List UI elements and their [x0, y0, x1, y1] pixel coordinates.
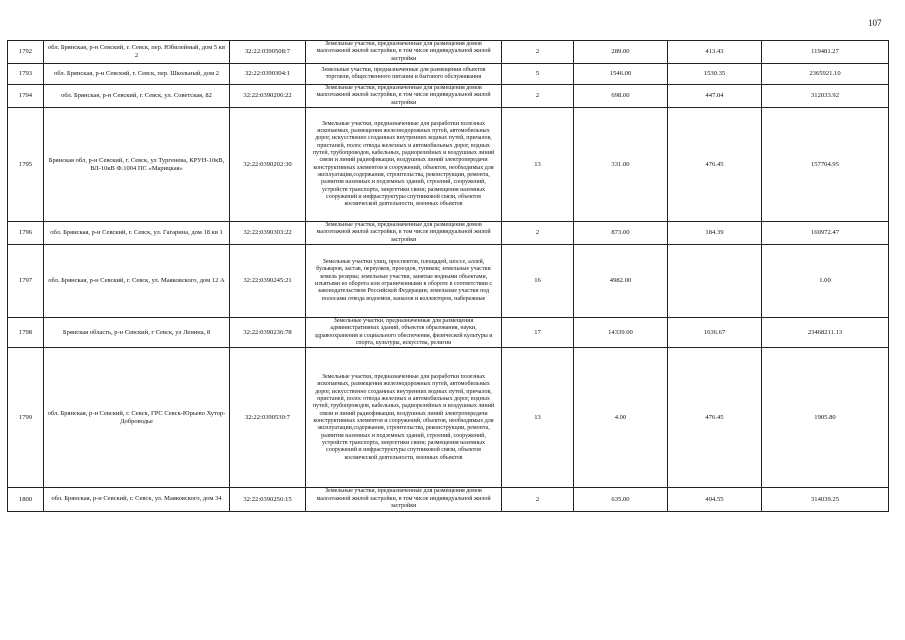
table-row — [8, 85, 889, 108]
group-cell: 16 — [502, 245, 574, 318]
cadastral-number-cell: 32:22:0390303:22 — [230, 222, 306, 245]
cadastral-number-cell: 32:22:0390256:15 — [230, 488, 306, 511]
specific-value-cell: 476.45 — [668, 108, 762, 222]
specific-value-cell: 494.55 — [668, 488, 762, 511]
specific-value-cell: 447.04 — [668, 85, 762, 108]
area-cell: 635.00 — [574, 488, 668, 511]
cadastral-value-cell: 2365921.10 — [762, 64, 889, 85]
group-cell: 2 — [502, 41, 574, 64]
table-row — [8, 64, 889, 85]
specific-value-cell: 184.39 — [668, 222, 762, 245]
page-number: 107 — [868, 18, 882, 28]
group-cell: 13 — [502, 348, 574, 488]
cadastral-value-cell: 119481.27 — [762, 41, 889, 64]
row-number: 1793 — [8, 64, 44, 85]
cadastral-value-cell: 157704.95 — [762, 108, 889, 222]
cadastral-number-cell: 32:22:0390236:78 — [230, 318, 306, 348]
address-cell: обл. Брянская, р-н Севский, г. Севск, ул. Советская, 82 — [44, 85, 230, 108]
cadastral-number-cell: 32:22:0390304:1 — [230, 64, 306, 85]
area-cell: 873.00 — [574, 222, 668, 245]
table-row — [8, 41, 889, 64]
specific-value-cell: 413.43 — [668, 41, 762, 64]
row-number: 1798 — [8, 318, 44, 348]
land-use-cell: Земельные участки, предназначенные для разработки полезных ископаемых, размещения железнодорожных путей, автомобильных дорог, искусственно созданных внутренних водных путей, причалов, пристаней, полос отвода железных и автомобильных дорог, водных путей, трубопроводов, кабельных, радиорелейных и воздушных линий связи и линий радиофикации, воздушных линий электропередачи конструктивных элементов и сооружений, объектов, необходимых для эксплуатации,содержания, строительства, реконструкции, ремонта, развития наземных и подземных зданий, строений, сооружений, устройств транспорта, энергетики связи; размещения наземных сооружений и инфраструктуры спутниковой связи, объектов космической деятельности, военных объектов — [306, 108, 502, 222]
address-cell: Брянская обл, р-н Севский, г. Севск, ул Тургенева, КРУН-10кВ, ВЛ-10кВ Ф.1004 ПС «Марицкая» — [44, 108, 230, 222]
cadastral-value-cell: 314039.25 — [762, 488, 889, 511]
address-cell: обл. Брянская, р-н Севский, г. Севск, ул. Гагарина, дом 18 кв 1 — [44, 222, 230, 245]
address-cell: обл. Брянская, р-н Севский, г. Севск, ул. Маяковского, дом 34 — [44, 488, 230, 511]
area-cell: 1546.00 — [574, 64, 668, 85]
specific-value-cell: 1636.67 — [668, 318, 762, 348]
land-use-cell: Земельные участки, предназначенные для разработки полезных ископаемых, размещения железнодорожных путей, автомобильных дорог, искусственно созданных внутренних водных путей, причалов, пристаней, полос отвода железных и автомобильных дорог, водных путей, трубопроводов, кабельных, радиорелейных и воздушных линий связи и линий радиофикации, воздушных линий электропередачи конструктивных элементов и сооружений, объектов, необходимых для эксплуатации,содержания, строительства, реконструкции, ремонта, развития наземных и подземных зданий, строений, сооружений, устройств транспорта, энергетики связи; размещения наземных сооружений и инфраструктуры спутниковой связи, объектов космической деятельности, военных объектов — [306, 348, 502, 488]
land-use-cell: Земельные участки, предназначенные для размещения домов малоэтажной жилой застройки, в том числе индивидуальной жилой застройки — [306, 85, 502, 108]
specific-value-cell: 476.45 — [668, 348, 762, 488]
cadastral-value-table — [7, 40, 889, 512]
cadastral-value-cell: 1.00 — [762, 245, 889, 318]
group-cell: 2 — [502, 488, 574, 511]
row-number: 1792 — [8, 41, 44, 64]
cadastral-number-cell: 32:22:0390508:7 — [230, 41, 306, 64]
row-number: 1799 — [8, 348, 44, 488]
group-cell: 13 — [502, 108, 574, 222]
cadastral-number-cell: 32:22:0390530:7 — [230, 348, 306, 488]
group-cell: 5 — [502, 64, 574, 85]
land-use-cell: Земельные участки, предназначенные для размещения домов малоэтажной жилой застройки, в том числе индивидуальной жилой застройки — [306, 222, 502, 245]
area-cell: 4.00 — [574, 348, 668, 488]
area-cell: 4982.00 — [574, 245, 668, 318]
address-cell: обл. Брянская, р-н Севский, г. Севск, пер. Школьный, дом 2 — [44, 64, 230, 85]
table-row — [8, 318, 889, 348]
row-number: 1796 — [8, 222, 44, 245]
area-cell: 331.00 — [574, 108, 668, 222]
row-number: 1794 — [8, 85, 44, 108]
group-cell: 2 — [502, 85, 574, 108]
area-cell: 698.00 — [574, 85, 668, 108]
area-cell: 14339.00 — [574, 318, 668, 348]
cadastral-number-cell: 32:22:0390202:30 — [230, 108, 306, 222]
specific-value-cell: 1530.35 — [668, 64, 762, 85]
table-row — [8, 108, 889, 222]
table-row — [8, 488, 889, 511]
group-cell: 2 — [502, 222, 574, 245]
table-row — [8, 348, 889, 488]
address-cell: обл. Брянская, р-н Севский, г. Севск, ГРС Севск-Юрьево Хутор-Доброводье — [44, 348, 230, 488]
cadastral-value-cell: 160972.47 — [762, 222, 889, 245]
table-row — [8, 222, 889, 245]
row-number: 1795 — [8, 108, 44, 222]
land-use-cell: Земельные участки, предназначенные для размещения домов малоэтажной жилой застройки, в том числе индивидуальной жилой застройки — [306, 488, 502, 511]
land-use-cell: Земельные участки улиц, проспектов, площадей, шоссе, аллей, бульваров, застав, переулков, проездов, тупиков; земельные участки земель резерва; земельные участки, занятые водными объектами, изъятыми из оборота или ограниченными в обороте в соответствии с законодательством Российской Федерации; земельные участки под полосами отвода водоемов, каналов и коллекторов, набережные — [306, 245, 502, 318]
cadastral-value-cell: 312033.92 — [762, 85, 889, 108]
group-cell: 17 — [502, 318, 574, 348]
table-row — [8, 245, 889, 318]
specific-value-cell — [668, 245, 762, 318]
row-number: 1797 — [8, 245, 44, 318]
area-cell: 289.00 — [574, 41, 668, 64]
row-number: 1800 — [8, 488, 44, 511]
address-cell: обл. Брянская, р-н Севский, г. Севск, ул. Маяковского, дом 12 А — [44, 245, 230, 318]
address-cell: обл. Брянская, р-н Севский, г. Севск, пер. Юбилейный, дом 5 кв 2 — [44, 41, 230, 64]
cadastral-number-cell: 32:22:0390206:22 — [230, 85, 306, 108]
cadastral-value-cell: 23468211.13 — [762, 318, 889, 348]
cadastral-number-cell: 32:22:0390245:21 — [230, 245, 306, 318]
land-use-cell: Земельные участки, предназначенные для размещения домов малоэтажной жилой застройки, в том числе индивидуальной жилой застройки — [306, 41, 502, 64]
address-cell: Брянская область, р-н Севский, г Севск, ул Ленина, 8 — [44, 318, 230, 348]
land-use-cell: Земельные участки, предназначенные для размещения объектов торговли, общественного питания и бытового обслуживания — [306, 64, 502, 85]
cadastral-value-cell: 1905.80 — [762, 348, 889, 488]
land-use-cell: Земельные участки, предназначенные для размещения административных зданий, объектов образования, науки, здравоохранения и социального обеспечения, физической культуры и спорта, культуры, искусства, религии — [306, 318, 502, 348]
